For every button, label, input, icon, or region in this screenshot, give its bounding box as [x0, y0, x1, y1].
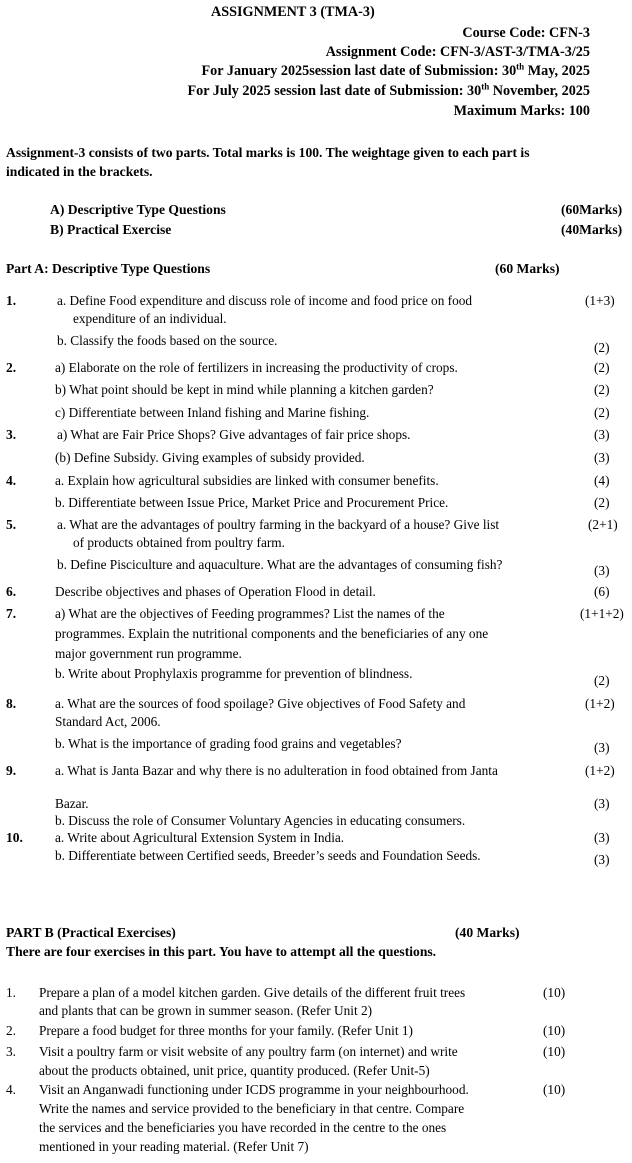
- exercise-text: Prepare a food budget for three months for your family. (Refer Unit 1): [39, 1023, 413, 1038]
- question-text: c) Differentiate between Inland fishing and Marine fishing.: [55, 405, 370, 420]
- question-marks: (3): [594, 852, 610, 867]
- question-text: a. Write about Agricultural Extension System in India.: [55, 830, 345, 845]
- question-number: 4.: [6, 473, 17, 488]
- part-label: A) Descriptive Type Questions: [50, 202, 226, 217]
- question-text: (b) Define Subsidy. Giving examples of subsidy provided.: [55, 450, 365, 465]
- question-number: 6.: [6, 584, 17, 599]
- question-text: a. What is Janta Bazar and why there is no adulteration in food obtained from Janta: [55, 763, 498, 778]
- question-text: a) Elaborate on the role of fertilizers in increasing the productivity of crops.: [55, 360, 458, 375]
- exercise-text: Write the names and service provided to the beneficiary in that centre. Compare: [39, 1101, 465, 1116]
- course-code: Course Code: CFN-3: [462, 25, 590, 41]
- july-deadline: For July 2025 session last date of Submission: 30th November, 2025: [187, 81, 590, 99]
- question-text: expenditure of an individual.: [73, 311, 227, 326]
- question-marks: (2): [594, 360, 610, 375]
- question-text: Describe objectives and phases of Operation Flood in detail.: [55, 584, 376, 599]
- question-text: of products obtained from poultry farm.: [73, 535, 285, 550]
- part-marks: (40Marks): [561, 222, 623, 237]
- question-marks: (3): [594, 830, 610, 845]
- exercise-text: Visit a poultry farm or visit website of any poultry farm (on internet) and write: [39, 1044, 458, 1059]
- exercise-number: 3.: [6, 1044, 16, 1059]
- question-text: a) What are Fair Price Shops? Give advantages of fair price shops.: [57, 427, 411, 442]
- question-text: b. Define Pisciculture and aquaculture. What are the advantages of consuming fish?: [57, 557, 503, 572]
- question-number: 10.: [6, 830, 23, 845]
- question-number: 8.: [6, 696, 17, 711]
- exercise-marks: (10): [543, 1044, 566, 1059]
- part-b-heading: PART B (Practical Exercises): [6, 925, 176, 940]
- question-number: 2.: [6, 360, 17, 375]
- exercise-number: 4.: [6, 1082, 16, 1097]
- question-text: b. Write about Prophylaxis programme for prevention of blindness.: [55, 666, 413, 681]
- question-number: 1.: [6, 293, 17, 308]
- question-text: a. What are the sources of food spoilage? Give objectives of Food Safety and: [55, 696, 466, 711]
- question-text: programmes. Explain the nutritional components and the beneficiaries of any one: [55, 626, 489, 641]
- question-number: 5.: [6, 517, 17, 532]
- question-marks: (1+1+2): [580, 606, 624, 621]
- part-b-intro: There are four exercises in this part. You have to attempt all the questions.: [6, 944, 437, 959]
- question-marks: (2+1): [588, 517, 618, 532]
- question-marks: (2): [594, 340, 610, 355]
- question-text: a. Explain how agricultural subsidies are linked with consumer benefits.: [55, 473, 439, 488]
- question-marks: (3): [594, 563, 610, 578]
- exercise-text: about the products obtained, unit price, quantity produced. (Refer Unit-5): [39, 1063, 430, 1078]
- intro-line: Assignment-3 consists of two parts. Total marks is 100. The weightage given to each part is: [6, 145, 530, 160]
- intro-line: indicated in the brackets.: [6, 164, 153, 179]
- january-deadline: For January 2025session last date of Submission: 30th May, 2025: [201, 61, 590, 79]
- question-text: a) What are the objectives of Feeding programmes? List the names of the: [55, 606, 445, 621]
- question-text: a. What are the advantages of poultry farming in the backyard of a house? Give list: [57, 517, 500, 532]
- part-marks: (60Marks): [561, 202, 623, 217]
- question-text: b. Differentiate between Issue Price, Market Price and Procurement Price.: [55, 495, 449, 510]
- assignment-code: Assignment Code: CFN-3/AST-3/TMA-3/25: [325, 44, 590, 60]
- assignment-title: ASSIGNMENT 3 (TMA-3): [211, 4, 375, 20]
- exercise-text: and plants that can be grown in summer season. (Refer Unit 2): [39, 1003, 373, 1018]
- question-number: 3.: [6, 427, 17, 442]
- exercise-text: the services and the beneficiaries you have recorded in the centre to the ones: [39, 1120, 447, 1135]
- exercise-text: mentioned in your reading material. (Refer Unit 7): [39, 1139, 309, 1154]
- exercise-marks: (10): [543, 985, 566, 1000]
- part-a-heading: Part A: Descriptive Type Questions: [6, 261, 211, 276]
- question-text: b. Differentiate between Certified seeds, Breeder’s seeds and Foundation Seeds.: [55, 848, 481, 863]
- question-marks: (6): [594, 584, 610, 599]
- question-text: major government run programme.: [55, 646, 242, 661]
- question-text: Bazar.: [55, 796, 89, 811]
- question-text: b. Classify the foods based on the source.: [57, 333, 278, 348]
- question-marks: (3): [594, 450, 610, 465]
- exercise-text: Visit an Anganwadi functioning under ICDS programme in your neighbourhood.: [39, 1082, 469, 1097]
- exercise-marks: (10): [543, 1082, 566, 1097]
- exercise-marks: (10): [543, 1023, 566, 1038]
- question-marks: (2): [594, 673, 610, 688]
- question-marks: (1+2): [585, 696, 615, 711]
- exercise-number: 2.: [6, 1023, 16, 1038]
- question-text: b. What is the importance of grading food grains and vegetables?: [55, 736, 402, 751]
- question-number: 7.: [6, 606, 17, 621]
- question-marks: (2): [594, 382, 610, 397]
- part-label: B) Practical Exercise: [50, 222, 172, 237]
- maximum-marks: Maximum Marks: 100: [453, 103, 590, 119]
- question-marks: (2): [594, 495, 610, 510]
- question-marks: (4): [594, 473, 610, 488]
- exercise-number: 1.: [6, 985, 16, 1000]
- question-text: b) What point should be kept in mind while planning a kitchen garden?: [55, 382, 434, 397]
- question-marks: (3): [594, 740, 610, 755]
- exercise-text: Prepare a plan of a model kitchen garden. Give details of the different fruit trees: [39, 985, 466, 1000]
- question-marks: (1+3): [585, 293, 615, 308]
- question-text: b. Discuss the role of Consumer Voluntary Agencies in educating consumers.: [55, 813, 466, 828]
- part-b-marks: (40 Marks): [455, 925, 520, 940]
- question-text: a. Define Food expenditure and discuss role of income and food price on food: [57, 293, 473, 308]
- question-marks: (3): [594, 427, 610, 442]
- question-marks: (2): [594, 405, 610, 420]
- question-number: 9.: [6, 763, 17, 778]
- part-a-marks: (60 Marks): [495, 261, 560, 276]
- question-marks: (3): [594, 796, 610, 811]
- question-marks: (1+2): [585, 763, 615, 778]
- question-text: Standard Act, 2006.: [55, 714, 161, 729]
